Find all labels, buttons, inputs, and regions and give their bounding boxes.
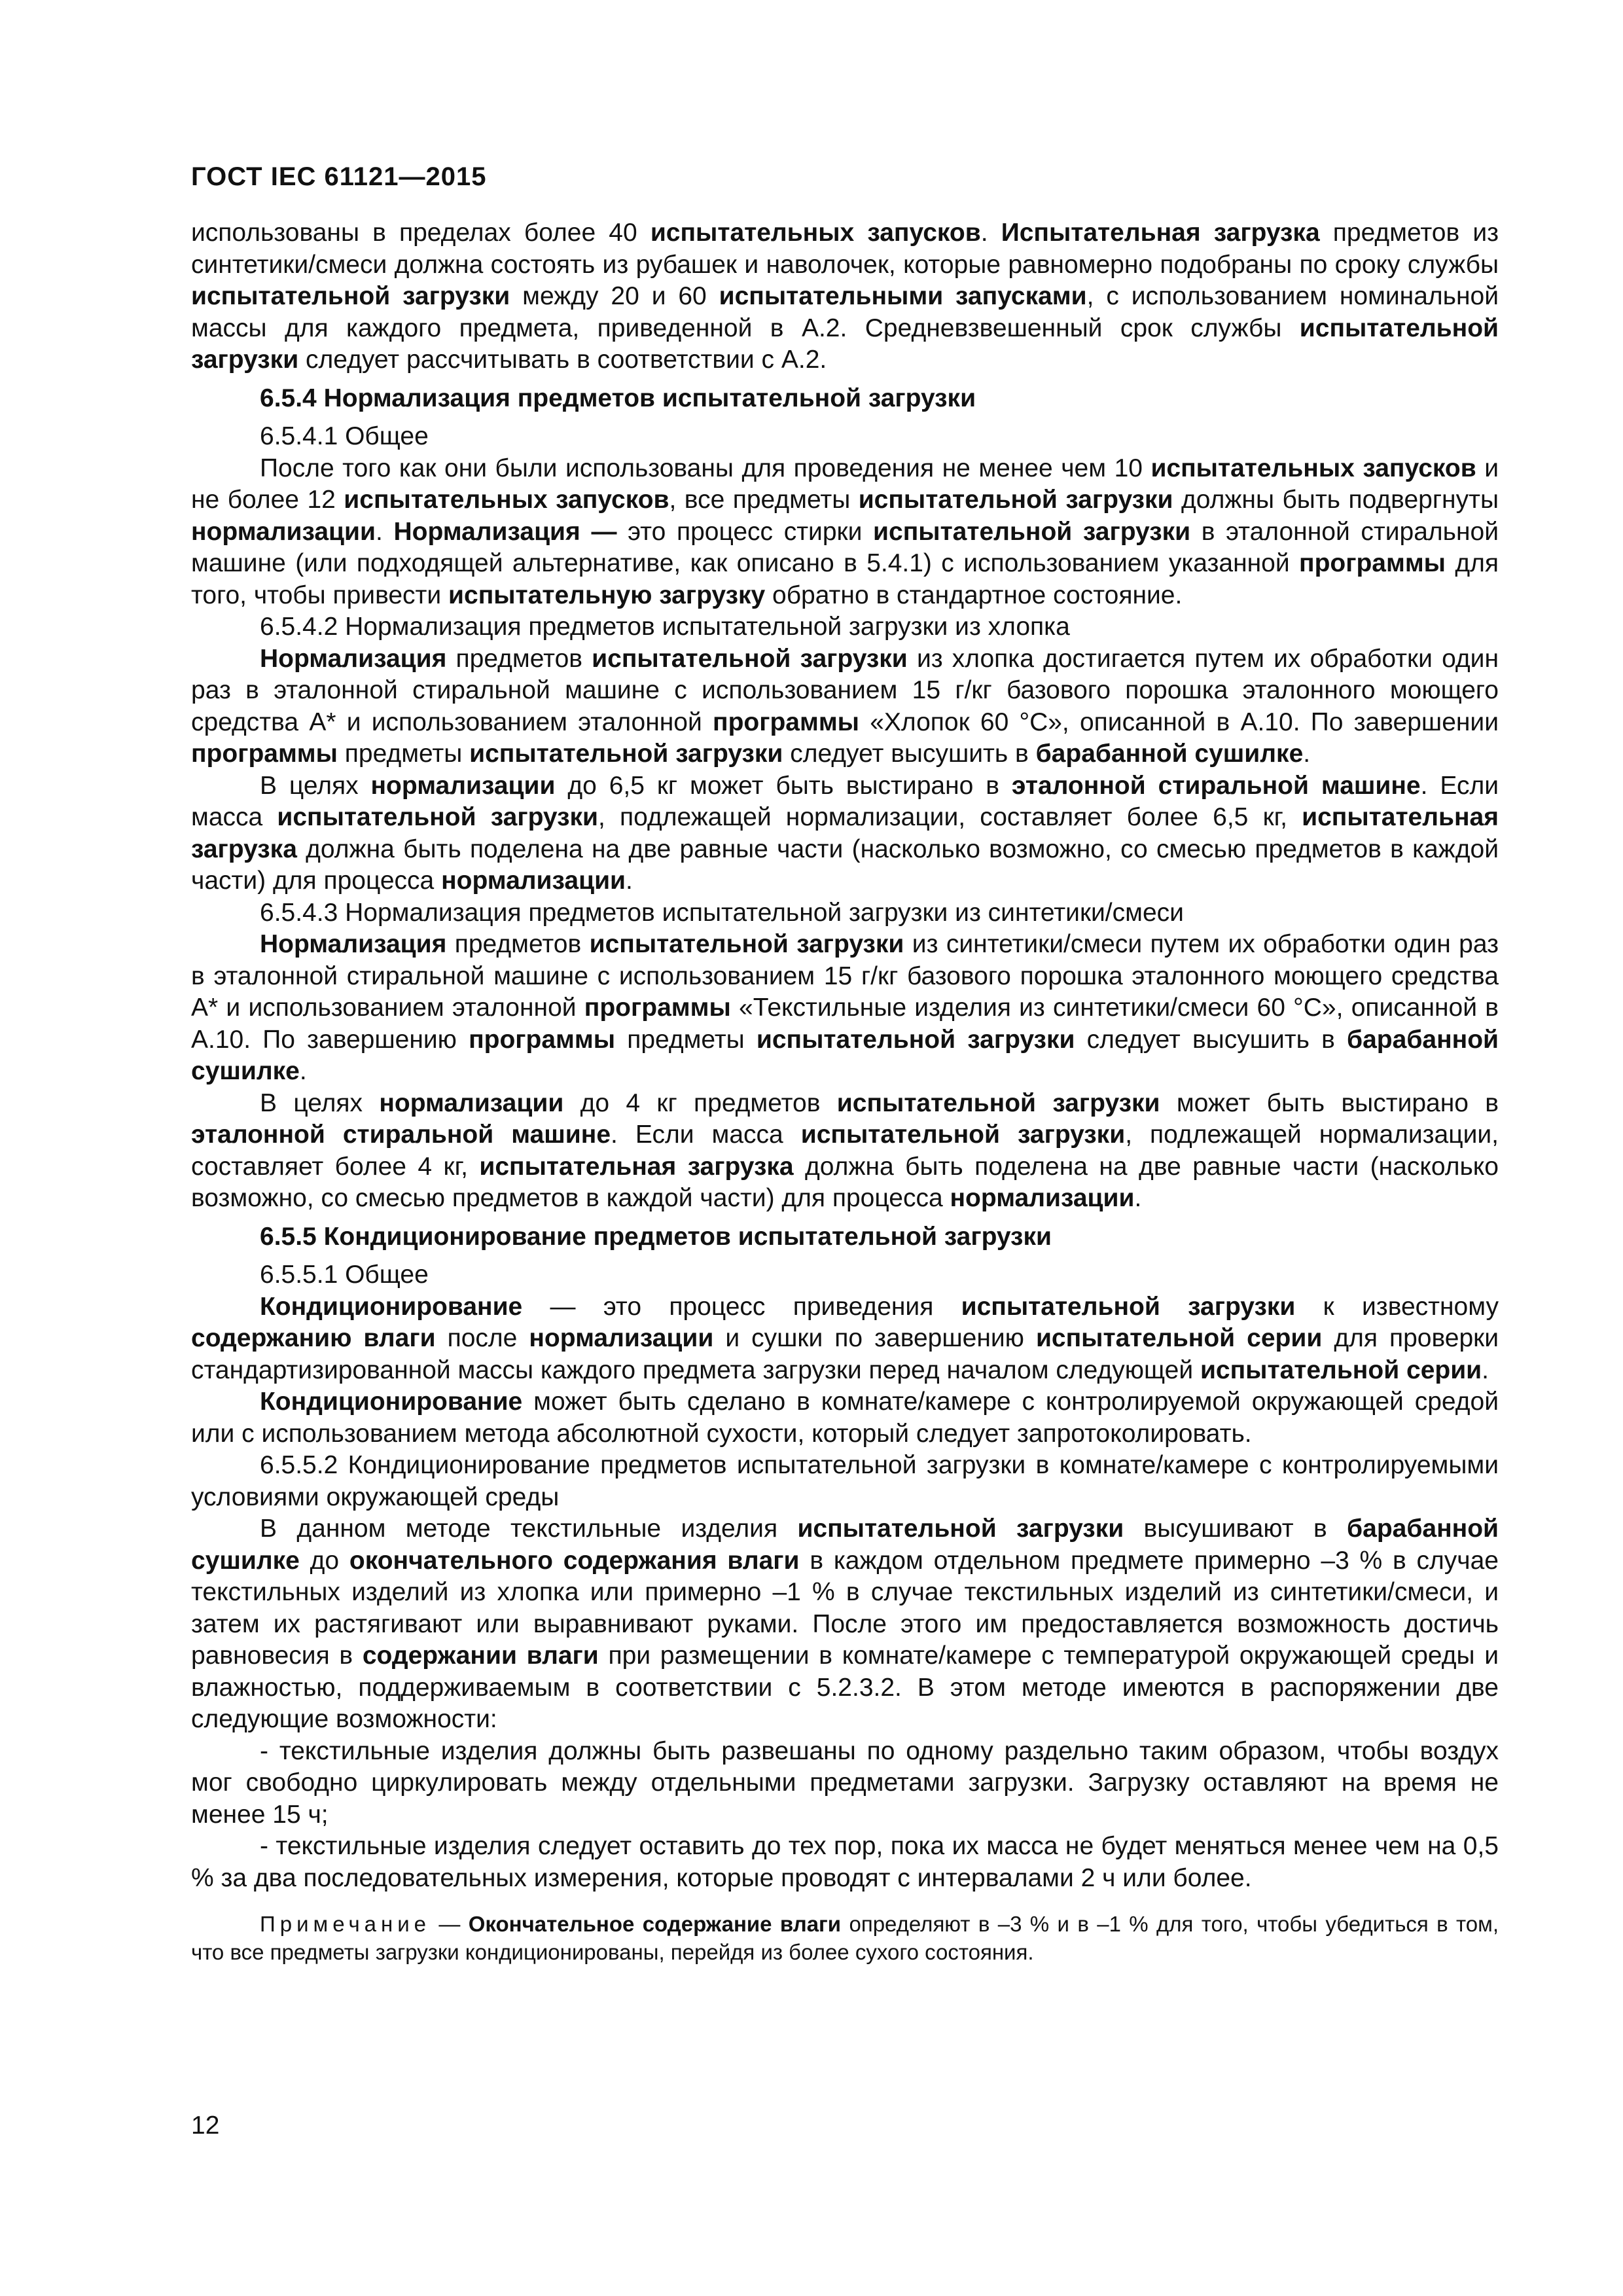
list-item: - текстильные изделия следует оставить до тех пор, пока их масса не будет меняться менее чем на 0,5 % за два последовательных измерения, которые проводят с интервалами 2 ч или более. — [191, 1832, 1499, 1892]
paragraph: использованы в пределах более 40 испытательных запусков. Испытательная загрузка предметов из синтетики/смеси должна состоять из рубашек и наволочек, которые равномерно подобраны по сроку службы испытательной загрузки между 20 и 60 испытательными запусками, с использованием номинальной массы для каждого предмета, приведенной в А.2. Средневзвешенный срок службы испытательной загрузки следует рассчитывать в соответствии с А.2. — [191, 219, 1499, 374]
note: Примечание — Окончательное содержание влаги определяют в –3 % и в –1 % для того, чтобы убедиться в том, что все предметы загрузки кондиционированы, перейдя из более сухого состояния. — [191, 1912, 1499, 1964]
document-header: ГОСТ IEC 61121—2015 — [191, 162, 487, 191]
paragraph: После того как они были использованы для проведения не менее чем 10 испытательных запусков и не более 12 испытательных запусков, все предметы испытательной загрузки должны быть подвергнуты нормализации. Нормализация — это процесс стирки испытательной загрузки в эталонной стиральной машине (или подходящей альтернативе, как описано в 5.4.1) с использованием указанной программы для того, чтобы привести испытательную загрузку обратно в стандартное состояние. — [191, 454, 1499, 609]
section-heading-6-5-5: 6.5.5 Кондиционирование предметов испытательной загрузки — [260, 1222, 1052, 1251]
page-number: 12 — [191, 2111, 220, 2140]
paragraph: В целях нормализации до 4 кг предметов испытательной загрузки может быть выстирано в эталонной стиральной машине. Если масса испытательной загрузки, подлежащей нормализации, составляет более 4 кг, испытательная загрузка должна быть поделена на две равные части (насколько возможно, со смесью предметов в каждой части) для процесса нормализации. — [191, 1088, 1499, 1212]
paragraph: Нормализация предметов испытательной загрузки из синтетики/смеси путем их обработки один раз в эталонной стиральной машине с использованием 15 г/кг базового порошка эталонного моющего средства А* и использованием эталонной программы «Текстильные изделия из синтетики/смеси 60 °С», описанной в А.10. По завершению программы предметы испытательной загрузки следует высушить в барабанной сушилке. — [191, 930, 1499, 1085]
subsection-heading-6-5-4-2: 6.5.4.2 Нормализация предметов испытательной загрузки из хлопка — [260, 613, 1070, 641]
subsection-heading-6-5-5-1: 6.5.5.1 Общее — [260, 1261, 429, 1289]
paragraph: Кондиционирование — это процесс приведения испытательной загрузки к известному содержанию влаги после нормализации и сушки по завершению испытательной серии для проверки стандартизированной массы каждого предмета загрузки перед началом следующей испытательной серии. — [191, 1292, 1499, 1384]
paragraph: Нормализация предметов испытательной загрузки из хлопка достигается путем их обработки один раз в эталонной стиральной машине с использованием 15 г/кг базового порошка эталонного моющего средства А* и использованием эталонной программы «Хлопок 60 °С», описанной в А.10. По завершении программы предметы испытательной загрузки следует высушить в барабанной сушилке. — [191, 644, 1499, 768]
subsection-heading-6-5-4-1: 6.5.4.1 Общее — [260, 422, 429, 450]
document-body — [191, 217, 1499, 1988]
list-item: - текстильные изделия должны быть развешаны по одному раздельно таким образом, чтобы воздух мог свободно циркулировать между отдельными предметами загрузки. Загрузку оставляют на время не менее 15 ч; — [191, 1736, 1499, 1829]
subsection-heading-6-5-5-2: 6.5.5.2 Кондиционирование предметов испытательной загрузки в комнате/камере с контролируемыми условиями окружающей среды — [191, 1451, 1499, 1511]
paragraph: Кондиционирование может быть сделано в комнате/камере с контролируемой окружающей средой или с использованием метода абсолютной сухости, который следует запротоколировать. — [191, 1388, 1499, 1448]
note-label: Примечание — [260, 1912, 431, 1936]
paragraph: В данном методе текстильные изделия испытательной загрузки высушивают в барабанной сушилке до окончательного содержания влаги в каждом отдельном предмете примерно –3 % в случае текстильных изделий из хлопка или примерно –1 % в случае текстильных изделий из синтетики/смеси, и затем их растягивают или выравнивают руками. После этого им предоставляется возможность достичь равновесия в содержании влаги при размещении в комнате/камере с температурой окружающей среды и влажностью, поддерживаемым в соответствии с 5.2.3.2. В этом методе имеются в распоряжении две следующие возможности: — [191, 1515, 1499, 1733]
paragraph: В целях нормализации до 6,5 кг может быть выстирано в эталонной стиральной машине. Если масса испытательной загрузки, подлежащей нормализации, составляет более 6,5 кг, испытательная загрузка должна быть поделена на две равные части (насколько возможно, со смесью предметов в каждой части) для процесса нормализации. — [191, 771, 1499, 895]
subsection-heading-6-5-4-3: 6.5.4.3 Нормализация предметов испытательной загрузки из синтетики/смеси — [260, 898, 1184, 927]
section-heading-6-5-4: 6.5.4 Нормализация предметов испытательной загрузки — [260, 384, 976, 412]
